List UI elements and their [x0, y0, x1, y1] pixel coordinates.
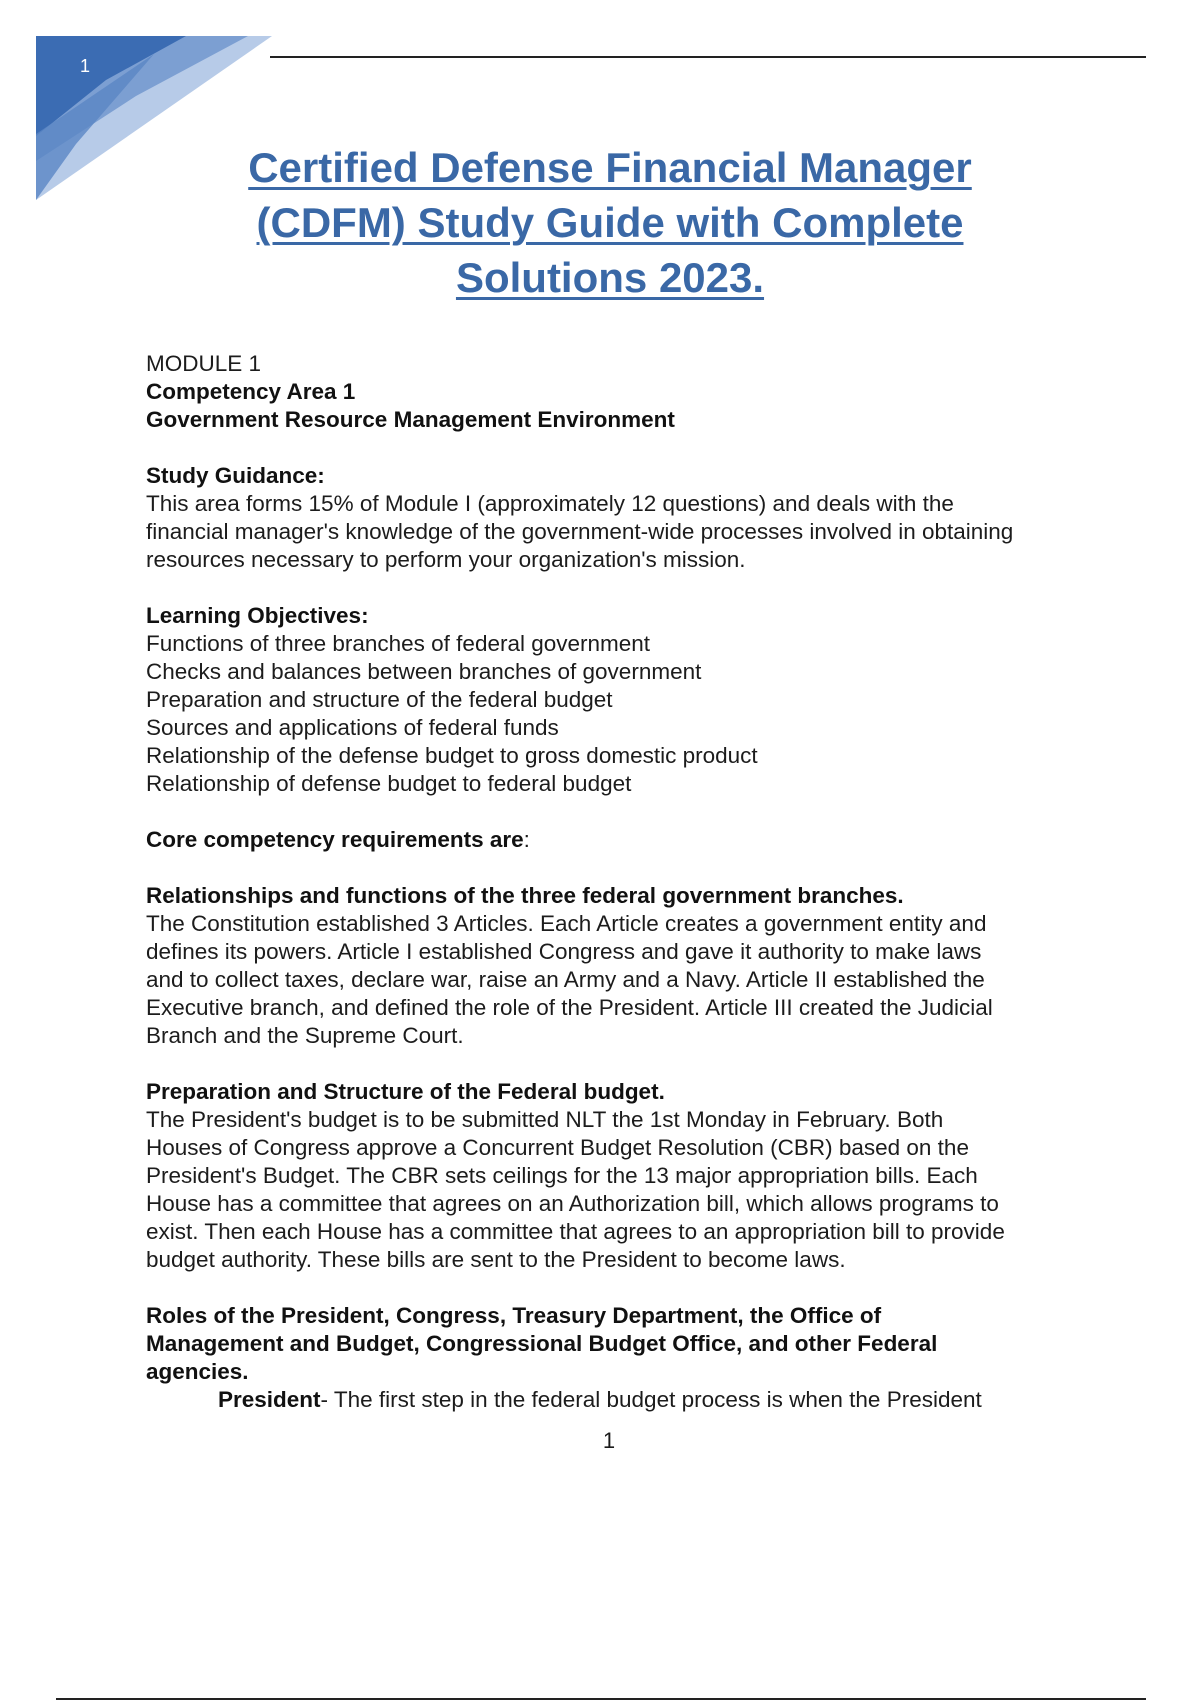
core-colon: : [523, 827, 530, 852]
objective-item: Sources and applications of federal funds [146, 715, 559, 740]
preparation-line: House has a committee that agrees on an Authorization bill, which allows programs to [146, 1191, 999, 1216]
title-line-1: Certified Defense Financial Manager [248, 144, 972, 191]
preparation-line: The President's budget is to be submitted NLT the 1st Monday in February. Both [146, 1107, 944, 1132]
learning-objectives-heading: Learning Objectives: [146, 603, 369, 628]
page-number: 1 [602, 1428, 616, 1453]
relationships-line: defines its powers. Article I established Congress and gave it authority to make laws [146, 939, 982, 964]
objective-item: Relationship of defense budget to federal budget [146, 771, 632, 796]
study-guidance-line: This area forms 15% of Module I (approximately 12 questions) and deals with the [146, 491, 954, 516]
preparation-line: Houses of Congress approve a Concurrent Budget Resolution (CBR) based on the [146, 1135, 969, 1160]
roles-heading-line: Roles of the President, Congress, Treasury Department, the Office of [146, 1303, 882, 1328]
preparation-line: budget authority. These bills are sent to the President to become laws. [146, 1247, 846, 1272]
header-rule [270, 56, 1146, 58]
study-guidance-heading: Study Guidance: [146, 463, 325, 488]
competency-area: Competency Area 1 [146, 379, 356, 404]
objective-item: Functions of three branches of federal government [146, 631, 651, 656]
area-title: Government Resource Management Environment [146, 407, 675, 432]
relationships-line: Executive branch, and defined the role of the President. Article III created the Judicial [146, 995, 993, 1020]
study-guidance-line: resources necessary to perform your organization's mission. [146, 547, 746, 572]
preparation-line: exist. Then each House has a committee that agrees to an appropriation bill to provide [146, 1219, 1005, 1244]
relationships-line: and to collect taxes, declare war, raise an Army and a Navy. Article II established the [146, 967, 985, 992]
president-text: - The first step in the federal budget process is when the President [320, 1387, 982, 1412]
study-guidance-line: financial manager's knowledge of the government-wide processes involved in obtaining [146, 519, 1014, 544]
core-heading: Core competency requirements are [146, 827, 524, 852]
objective-item: Preparation and structure of the federal budget [146, 687, 613, 712]
preparation-line: President's Budget. The CBR sets ceilings for the 13 major appropriation bills. Each [146, 1163, 978, 1188]
roles-heading-line: agencies. [146, 1359, 249, 1384]
document-body [146, 350, 1076, 1414]
objective-item: Checks and balances between branches of government [146, 659, 702, 684]
title-line-3: Solutions 2023. [455, 254, 765, 301]
roles-heading-line: Management and Budget, Congressional Budget Office, and other Federal [146, 1331, 938, 1356]
president-line [146, 1386, 1076, 1414]
corner-page-number: 1 [80, 56, 91, 76]
title-line-2: (CDFM) Study Guide with Complete [256, 199, 964, 246]
relationships-line: Branch and the Supreme Court. [146, 1023, 464, 1048]
core-competency-line [146, 826, 1076, 854]
relationships-line: The Constitution established 3 Articles. Each Article creates a government entity and [146, 911, 987, 936]
president-label: President [218, 1387, 321, 1412]
relationships-heading: Relationships and functions of the three federal government branches. [146, 883, 904, 908]
document-title [180, 140, 1040, 305]
objective-item: Relationship of the defense budget to gross domestic product [146, 743, 758, 768]
preparation-heading: Preparation and Structure of the Federal budget. [146, 1079, 665, 1104]
module-label: MODULE 1 [146, 351, 262, 376]
